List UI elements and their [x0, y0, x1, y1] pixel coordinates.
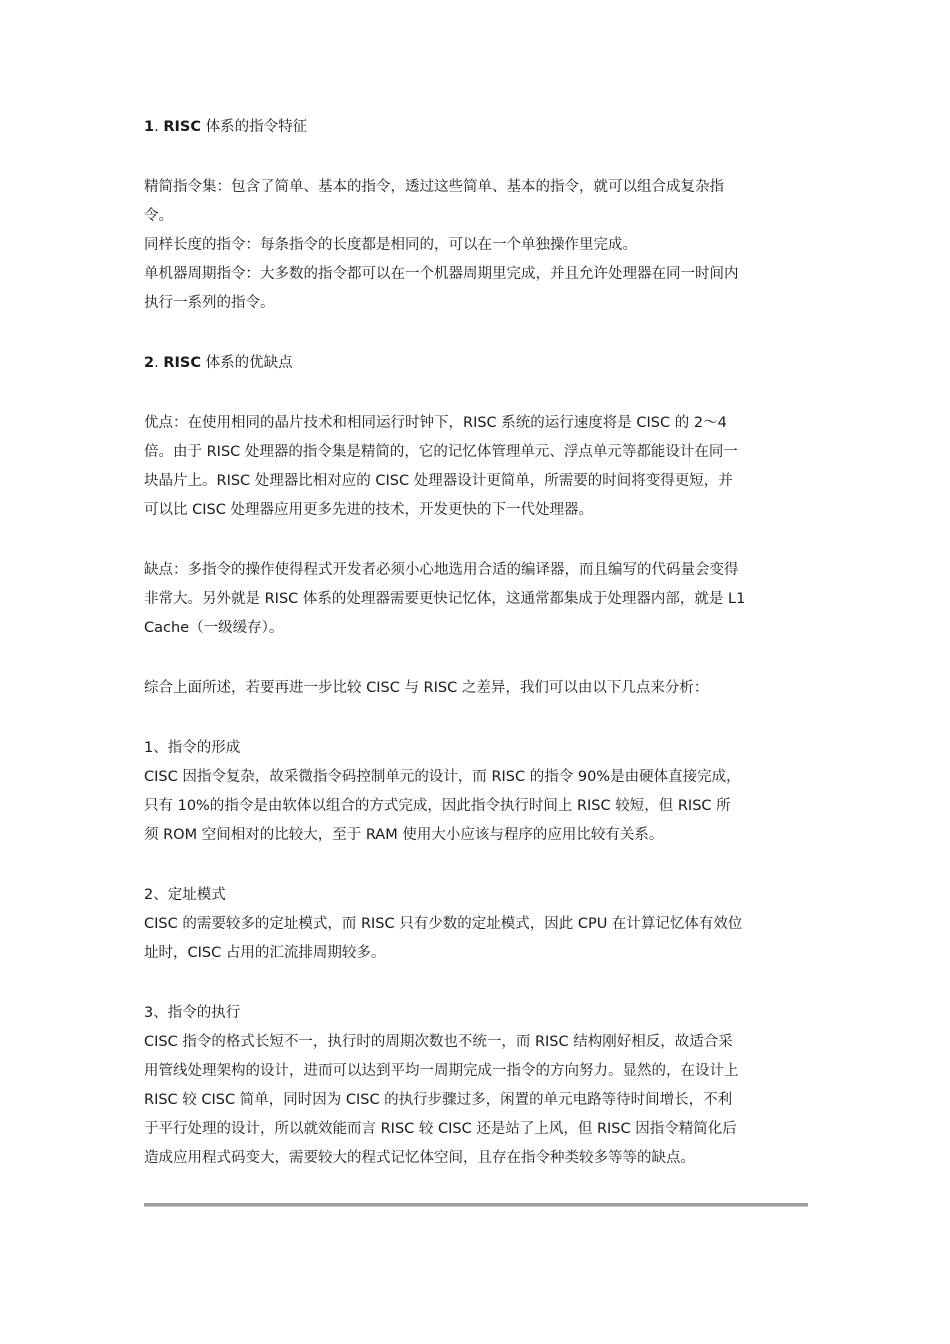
point-title: 3、指令的执行 — [144, 1005, 241, 1021]
disadvantages-line: Cache（一级缓存）。 — [144, 620, 284, 636]
section-1-separator: . — [154, 119, 159, 135]
comparison-point-1 — [144, 734, 808, 850]
advantages-line: 可以比 CISC 处理器应用更多先进的技术，开发更快的下一代处理器。 — [144, 502, 593, 518]
point-title: 2、定址模式 — [144, 887, 226, 903]
advantages-line: 块晶片上。RISC 处理器比相对应的 CISC 处理器设计更简单，所需要的时间将变得更短，并 — [144, 473, 733, 489]
point-line: 于平行处理的设计，所以就效能而言 RISC 较 CISC 还是站了上风，但 RISC 因指令精简化后 — [144, 1121, 737, 1137]
section-1-line: 同样长度的指令：每条指令的长度都是相同的，可以在一个单独操作里完成。 — [144, 237, 637, 253]
disadvantages-line: 非常大。另外就是 RISC 体系的处理器需要更快记忆体，这通常都集成于处理器内部，就是 L1 — [144, 591, 746, 607]
section-2-separator: . — [154, 355, 159, 371]
disadvantages-paragraph — [144, 556, 808, 643]
section-1-heading — [144, 113, 808, 142]
section-1-line: 精简指令集：包含了简单、基本的指令，透过这些简单、基本的指令，就可以组合成复杂指 — [144, 179, 724, 195]
disadvantages-line: 缺点：多指令的操作使得程式开发者必须小心地选用合适的编译器，而且编写的代码量会变得 — [144, 562, 739, 578]
point-title: 1、指令的形成 — [144, 740, 241, 756]
point-line: CISC 因指令复杂，故采微指令码控制单元的设计，而 RISC 的指令 90%是由硬体直接完成， — [144, 769, 741, 785]
section-2-heading — [144, 349, 808, 378]
section-1-line: 令。 — [144, 208, 173, 224]
point-line: RISC 较 CISC 简单，同时因为 CISC 的执行步骤过多，闲置的单元电路等待时间增长，不利 — [144, 1092, 733, 1108]
advantages-paragraph — [144, 409, 808, 525]
summary-paragraph: 综合上面所述，若要再进一步比较 CISC 与 RISC 之差异，我们可以由以下几点来分析： — [144, 680, 709, 696]
point-line: CISC 的需要较多的定址模式，而 RISC 只有少数的定址模式，因此 CPU 在计算记忆体有效位 — [144, 916, 743, 932]
section-2-keyword: RISC — [163, 355, 201, 371]
comparison-point-2 — [144, 881, 808, 968]
point-line: 用管线处理架构的设计，进而可以达到平均一周期完成一指令的方向努力。显然的，在设计上 — [144, 1063, 739, 1079]
section-1-line: 单机器周期指令：大多数的指令都可以在一个机器周期里完成，并且允许处理器在同一时间内 — [144, 266, 739, 282]
section-1-line: 执行一系列的指令。 — [144, 295, 275, 311]
horizontal-divider — [144, 1203, 808, 1207]
point-line: CISC 指令的格式长短不一，执行时的周期次数也不统一，而 RISC 结构刚好相反，故适合采 — [144, 1034, 733, 1050]
document-body — [144, 113, 808, 1173]
section-2-title: 体系的优缺点 — [205, 355, 293, 371]
section-1-paragraph — [144, 173, 808, 318]
section-1-title: 体系的指令特征 — [205, 119, 308, 135]
point-line: 须 ROM 空间相对的比较大，至于 RAM 使用大小应该与程序的应用比较有关系。 — [144, 827, 664, 843]
section-1-number: 1 — [144, 119, 155, 135]
advantages-line: 倍。由于 RISC 处理器的指令集是精简的，它的记忆体管理单元、浮点单元等都能设计在同一 — [144, 444, 738, 460]
section-1-keyword: RISC — [163, 119, 201, 135]
point-line: 造成应用程式码变大，需要较大的程式记忆体空间，且存在指令种类较多等等的缺点。 — [144, 1150, 695, 1166]
section-2-number: 2 — [144, 355, 155, 371]
advantages-line: 优点：在使用相同的晶片技术和相同运行时钟下，RISC 系统的运行速度将是 CISC 的 2～4 — [144, 415, 727, 431]
point-line: 址时，CISC 占用的汇流排周期较多。 — [144, 945, 386, 961]
point-line: 只有 10%的指令是由软体以组合的方式完成，因此指令执行时间上 RISC 较短，但 RISC 所 — [144, 798, 731, 814]
comparison-point-3 — [144, 999, 808, 1173]
